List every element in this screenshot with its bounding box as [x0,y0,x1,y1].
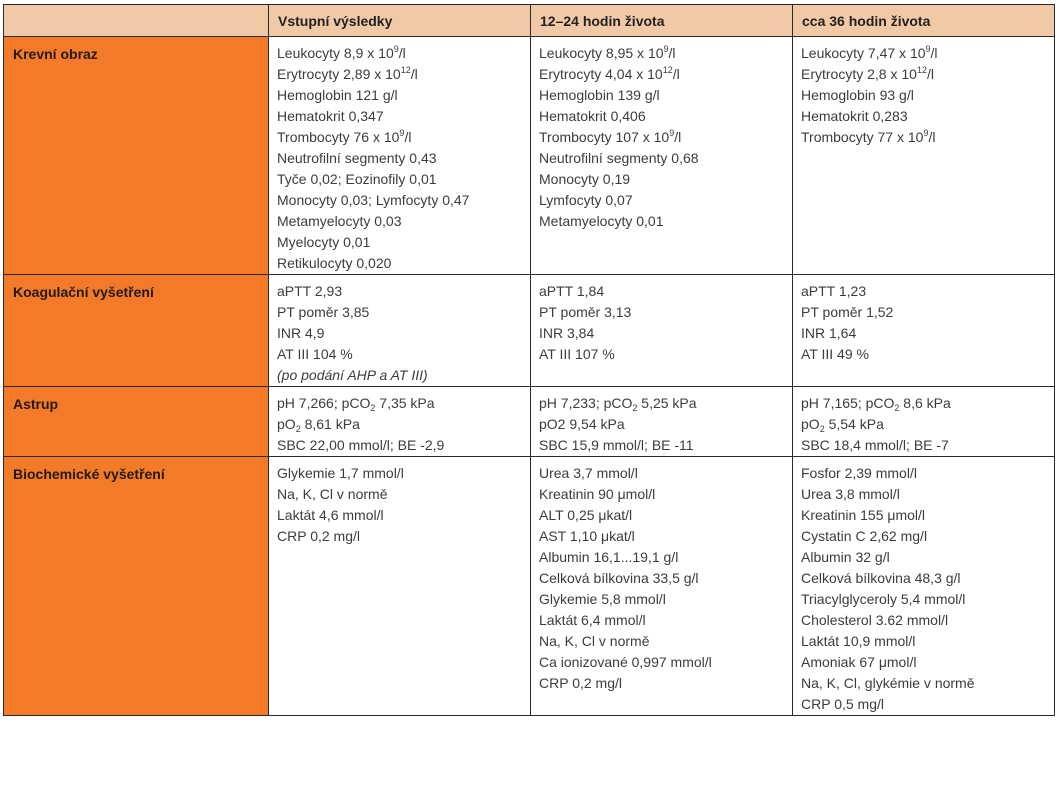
value-line: Kreatinin 155 μmol/l [801,507,926,523]
value-line: INR 4,9 [277,325,325,341]
value-line: Hemoglobin 93 g/l [801,87,914,103]
value-line: Glykemie 5,8 mmol/l [539,591,666,607]
row-biochemistry [4,457,1055,716]
value-line: Hematokrit 0,347 [277,108,384,124]
value-line: Cholesterol 3.62 mmol/l [801,612,949,628]
value-line: CRP 0,2 mg/l [277,528,360,544]
value-line: Triacylglyceroly 5,4 mmol/l [801,591,966,607]
value-line: AT III 49 % [801,346,869,362]
column-header-12-24h: 12–24 hodin života [531,5,793,37]
cell-blood-count-initial [269,37,531,275]
value-line: Retikulocyty 0,020 [277,255,392,271]
value-line: Leukocyty 7,47 x $10^9/l$ [801,44,938,61]
value-line: Trombocyty 77 x $10^9/l$ [801,128,936,145]
value-line: Monocyty 0,19 [539,171,631,187]
value-line: Glykemie 1,7 mmol/l [277,465,404,481]
value-line: (po podání AHP a AT III) [277,367,428,383]
value-line: INR 3,84 [539,325,595,341]
value-line: Albumin 32 g/l [801,549,890,565]
value-line: Metamyelocyty 0,01 [539,213,664,229]
value-line: Urea 3,7 mmol/l [539,465,638,481]
value-line: Tyče 0,02; Eozinofily 0,01 [277,171,437,187]
values-list [277,43,530,274]
value-line: Na, K, Cl v normě [277,486,388,502]
value-line: Hemoglobin 121 g/l [277,87,398,103]
column-header-36h: cca 36 hodin života [793,5,1055,37]
value-line: Hematokrit 0,283 [801,108,908,124]
value-line: Lymfocyty 0,07 [539,192,633,208]
row-label-blood-count: Krevní obraz [4,37,269,275]
value-line: Laktát 4,6 mmol/l [277,507,384,523]
value-line: Trombocyty 107 x $10^9/l$ [539,128,682,145]
value-line: Albumin 16,1...19,1 g/l [539,549,679,565]
values-list [539,281,792,365]
values-list [277,393,530,456]
value-line: Neutrofilní segmenty 0,43 [277,150,437,166]
value-line: pH 7,165; pCO$_2$ 8,6 kPa [801,395,951,413]
value-line: Erytrocyty 2,89 x $10^{12}/l$ [277,65,418,82]
cell-blood-count-36h [793,37,1055,275]
lab-results-table [3,4,1055,716]
value-line: Na, K, Cl, glykémie v normě [801,675,975,691]
value-line: Celková bílkovina 48,3 g/l [801,570,961,586]
column-header-initial: Vstupní výsledky [269,5,531,37]
value-line: aPTT 2,93 [277,283,343,299]
header-corner-cell [4,5,269,37]
values-list [277,463,530,547]
row-label-coagulation: Koagulační vyšetření [4,275,269,387]
value-line: Laktát 6,4 mmol/l [539,612,646,628]
value-line: Amoniak 67 μmol/l [801,654,917,670]
cell-astrup-12-24h [531,387,793,457]
value-line: Ca ionizované 0,997 mmol/l [539,654,712,670]
cell-astrup-initial [269,387,531,457]
header-row [4,5,1055,37]
value-line: aPTT 1,84 [539,283,605,299]
value-line: CRP 0,2 mg/l [539,675,622,691]
value-line: Erytrocyty 2,8 x $10^{12}/l$ [801,65,934,82]
value-line: Na, K, Cl v normě [539,633,650,649]
value-line: Hemoglobin 139 g/l [539,87,660,103]
value-line: Celková bílkovina 33,5 g/l [539,570,699,586]
values-list [801,43,1054,148]
cell-biochemistry-12-24h [531,457,793,716]
values-list [539,393,792,456]
value-line: pH 7,266; pCO$_2$ 7,35 kPa [277,395,435,413]
cell-biochemistry-initial [269,457,531,716]
cell-coagulation-initial [269,275,531,387]
values-list [539,463,792,694]
value-line: pO2 9,54 kPa [539,416,625,432]
value-line: aPTT 1,23 [801,283,867,299]
value-line: INR 1,64 [801,325,857,341]
value-line: AT III 104 % [277,346,353,362]
row-label-astrup: Astrup [4,387,269,457]
value-line: Erytrocyty 4,04 x $10^{12}/l$ [539,65,680,82]
value-line: AST 1,10 μkat/l [539,528,635,544]
values-list [801,281,1054,365]
value-line: SBC 22,00 mmol/l; BE -2,9 [277,437,445,453]
value-line: PT poměr 3,13 [539,304,632,320]
value-line: PT poměr 3,85 [277,304,370,320]
values-list [801,393,1054,456]
cell-astrup-36h [793,387,1055,457]
value-line: Kreatinin 90 μmol/l [539,486,656,502]
lab-results-panel [3,4,1054,716]
value-line: Trombocyty 76 x $10^9/l$ [277,128,412,145]
value-line: pH 7,233; pCO$_2$ 5,25 kPa [539,395,697,413]
value-line: Cystatin C 2,62 mg/l [801,528,928,544]
value-line: SBC 15,9 mmol/l; BE -11 [539,437,694,453]
cell-biochemistry-36h [793,457,1055,716]
value-line: Leukocyty 8,9 x $10^9/l$ [277,44,406,61]
value-line: CRP 0,5 mg/l [801,696,884,712]
row-coagulation [4,275,1055,387]
value-line: $pO_2$ 8,61 kPa [277,416,360,434]
cell-coagulation-12-24h [531,275,793,387]
values-list [277,281,530,386]
values-list [539,43,792,232]
value-line: Fosfor 2,39 mmol/l [801,465,917,481]
value-line: AT III 107 % [539,346,615,362]
cell-blood-count-12-24h [531,37,793,275]
value-line: Laktát 10,9 mmol/l [801,633,916,649]
values-list [801,463,1054,715]
value-line: Urea 3,8 mmol/l [801,486,900,502]
row-blood-count [4,37,1055,275]
row-label-biochemistry: Biochemické vyšetření [4,457,269,716]
value-line: Myelocyty 0,01 [277,234,371,250]
value-line: Leukocyty 8,95 x $10^9/l$ [539,44,676,61]
value-line: Metamyelocyty 0,03 [277,213,402,229]
value-line: ALT 0,25 μkat/l [539,507,633,523]
value-line: $pO_2$ 5,54 kPa [801,416,884,434]
row-astrup [4,387,1055,457]
value-line: Neutrofilní segmenty 0,68 [539,150,699,166]
value-line: Hematokrit 0,406 [539,108,646,124]
value-line: Monocyty 0,03; Lymfocyty 0,47 [277,192,470,208]
value-line: SBC 18,4 mmol/l; BE -7 [801,437,949,453]
value-line: PT poměr 1,52 [801,304,894,320]
cell-coagulation-36h [793,275,1055,387]
